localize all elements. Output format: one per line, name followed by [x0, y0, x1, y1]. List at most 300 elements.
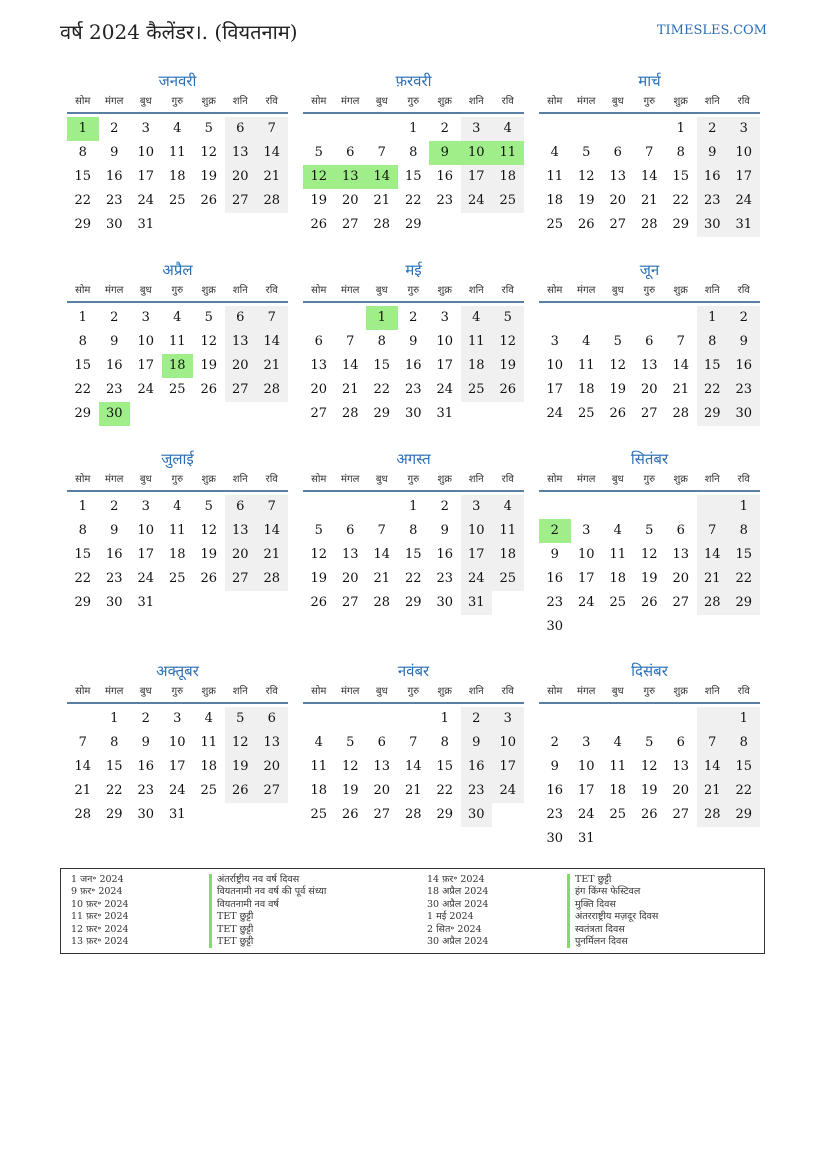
weekday-label: बुध	[139, 474, 152, 485]
weekday-label: सोम	[311, 686, 327, 697]
day-cell: 9	[141, 735, 150, 750]
empty-cell	[398, 707, 430, 731]
day-cell: 17	[577, 783, 595, 798]
legend-date: 1 जन॰ 2024	[71, 874, 124, 885]
weekday-label: सोम	[75, 686, 91, 697]
day-cell: 13	[672, 759, 690, 774]
day-cell: 12	[609, 358, 627, 373]
empty-cell	[602, 615, 634, 639]
day-cell: 30	[461, 803, 493, 827]
legend-date: 2 सित॰ 2024	[427, 923, 482, 935]
site-link[interactable]: TIMESLES.COM	[656, 23, 767, 38]
day-cell: 26	[310, 595, 328, 610]
empty-cell	[571, 117, 603, 141]
day-cell: 16	[137, 759, 155, 774]
day-cell: 28	[697, 803, 729, 827]
weekday-label: शुक्र	[437, 285, 452, 296]
day-cell: 27	[640, 406, 658, 421]
day-cell: 29	[74, 217, 92, 232]
weekday-header	[539, 92, 760, 114]
weekday-label: मंगल	[105, 285, 124, 296]
weekday-label: शनि	[704, 474, 720, 485]
day-cell: 2	[440, 499, 449, 514]
day-cell: 13	[672, 547, 690, 562]
legend-date: 30 अप्रैल 2024	[427, 936, 489, 947]
weekday-label: बुध	[375, 686, 388, 697]
weekday-header	[67, 470, 288, 492]
day-cell: 15	[436, 759, 454, 774]
day-cell: 12	[577, 169, 595, 184]
day-cell: 5	[645, 523, 654, 538]
empty-cell	[335, 707, 367, 731]
day-cell: 17	[168, 759, 186, 774]
day-cell: 7	[256, 495, 288, 519]
day-cell: 29	[697, 402, 729, 426]
day-cell: 7	[697, 519, 729, 543]
month-block	[539, 70, 760, 237]
day-cell: 30	[728, 402, 760, 426]
day-cell: 16	[436, 169, 454, 184]
day-cell: 18	[200, 759, 218, 774]
day-cell: 2	[728, 306, 760, 330]
day-cell: 5	[492, 306, 524, 330]
day-cell: 18	[609, 571, 627, 586]
day-cell: 26	[200, 193, 218, 208]
empty-cell	[130, 402, 162, 426]
day-cell: 18	[310, 783, 328, 798]
empty-cell	[193, 591, 225, 615]
weekday-header	[539, 682, 760, 704]
day-cell: 17	[137, 358, 155, 373]
day-cell: 24	[577, 807, 595, 822]
weekday-header	[67, 682, 288, 704]
empty-cell	[665, 827, 697, 851]
legend-holiday-name: वियतनामी नव वर्ष की पूर्व संध्या	[209, 886, 326, 898]
empty-cell	[492, 213, 524, 237]
day-cell: 13	[310, 358, 328, 373]
empty-cell	[665, 306, 697, 330]
day-cell: 9	[110, 523, 119, 538]
day-cell: 6	[346, 145, 355, 160]
weekday-label: मंगल	[341, 96, 360, 107]
empty-cell	[728, 827, 760, 851]
day-cell: 6	[225, 495, 257, 519]
day-cell: 5	[613, 334, 622, 349]
day-cell: 21	[256, 354, 288, 378]
day-cell: 27	[225, 189, 257, 213]
day-cell: 15	[672, 169, 690, 184]
day-cell: 19	[200, 547, 218, 562]
weekday-label: सोम	[547, 285, 563, 296]
day-cell: 27	[256, 779, 288, 803]
empty-cell	[697, 827, 729, 851]
day-cell: 26	[225, 779, 257, 803]
day-cell: 22	[74, 571, 92, 586]
day-cell: 29	[436, 807, 454, 822]
day-cell: 25	[310, 807, 328, 822]
day-cell: 3	[141, 310, 150, 325]
empty-cell	[539, 495, 571, 519]
day-cell: 25	[168, 571, 186, 586]
day-cell: 5	[204, 499, 213, 514]
day-cell: 2	[110, 121, 119, 136]
legend-date: 10 फ़र॰ 2024	[71, 898, 129, 910]
day-cell: 14	[697, 543, 729, 567]
day-cell: 23	[105, 382, 123, 397]
day-cell: 8	[728, 731, 760, 755]
day-cell: 12	[640, 759, 658, 774]
day-cell: 28	[404, 807, 422, 822]
day-cell: 27	[341, 595, 359, 610]
empty-cell	[303, 117, 335, 141]
weekday-label: सोम	[75, 96, 91, 107]
day-cell: 10	[461, 519, 493, 543]
empty-cell	[492, 591, 524, 615]
day-cell: 1	[697, 306, 729, 330]
day-cell: 17	[577, 571, 595, 586]
day-cell: 7	[409, 735, 418, 750]
day-cell: 29	[404, 595, 422, 610]
empty-cell	[634, 827, 666, 851]
empty-cell	[602, 495, 634, 519]
day-cell: 3	[728, 117, 760, 141]
day-cell: 20	[341, 193, 359, 208]
day-cell: 11	[168, 523, 186, 538]
day-cell: 2	[409, 310, 418, 325]
empty-cell	[225, 803, 257, 827]
day-cell: 7	[256, 117, 288, 141]
day-cell: 22	[697, 378, 729, 402]
days-grid	[539, 495, 760, 639]
day-cell: 3	[492, 707, 524, 731]
empty-cell	[571, 306, 603, 330]
weekday-label: रवि	[737, 285, 750, 296]
day-cell: 4	[492, 117, 524, 141]
day-cell: 9	[429, 141, 461, 165]
days-grid	[67, 707, 288, 827]
day-cell: 19	[577, 193, 595, 208]
day-cell: 29	[672, 217, 690, 232]
days-grid	[67, 495, 288, 615]
day-cell: 3	[550, 334, 559, 349]
day-cell: 20	[672, 571, 690, 586]
day-cell: 23	[404, 382, 422, 397]
day-cell: 18	[546, 193, 564, 208]
day-cell: 13	[225, 330, 257, 354]
day-cell: 21	[697, 567, 729, 591]
month-name: फ़रवरी	[395, 72, 432, 90]
empty-cell	[539, 117, 571, 141]
month-block	[303, 660, 524, 827]
day-cell: 14	[640, 169, 658, 184]
weekday-label: शुक्र	[201, 96, 216, 107]
weekday-label: गुरु	[171, 285, 184, 296]
weekday-label: बुध	[611, 96, 624, 107]
day-cell: 9	[440, 523, 449, 538]
day-cell: 1	[676, 121, 685, 136]
day-cell: 6	[225, 117, 257, 141]
weekday-label: मंगल	[577, 686, 596, 697]
month-name: नवंबर	[397, 662, 430, 680]
legend-date: 12 फ़र॰ 2024	[71, 923, 129, 935]
legend-holiday-name: स्वतंत्रता दिवस	[567, 924, 625, 936]
weekday-label: शनि	[704, 285, 720, 296]
day-cell: 6	[346, 523, 355, 538]
weekday-label: शनि	[232, 686, 248, 697]
day-cell: 29	[404, 217, 422, 232]
day-cell: 6	[613, 145, 622, 160]
day-cell: 13	[335, 165, 367, 189]
day-cell: 1	[67, 117, 99, 141]
day-cell: 12	[492, 330, 524, 354]
day-cell: 20	[341, 571, 359, 586]
day-cell: 17	[137, 169, 155, 184]
weekday-label: रवि	[265, 285, 278, 296]
empty-cell	[67, 707, 99, 731]
empty-cell	[634, 117, 666, 141]
day-cell: 8	[697, 330, 729, 354]
holiday-legend	[60, 868, 765, 954]
day-cell: 14	[697, 755, 729, 779]
day-cell: 23	[105, 571, 123, 586]
weekday-label: मंगल	[341, 474, 360, 485]
day-cell: 17	[546, 382, 564, 397]
empty-cell	[492, 402, 524, 426]
day-cell: 12	[341, 759, 359, 774]
day-cell: 28	[256, 189, 288, 213]
day-cell: 16	[404, 358, 422, 373]
day-cell: 11	[200, 735, 218, 750]
empty-cell	[571, 707, 603, 731]
weekday-label: रवि	[737, 686, 750, 697]
day-cell: 3	[440, 310, 449, 325]
day-cell: 30	[436, 595, 454, 610]
day-cell: 10	[137, 334, 155, 349]
day-cell: 25	[577, 406, 595, 421]
day-cell: 15	[697, 354, 729, 378]
legend-holiday-name: TET छुट्टी	[209, 924, 253, 936]
legend-holiday-name: वियतनामी नव वर्ष	[209, 899, 279, 911]
day-cell: 14	[256, 519, 288, 543]
day-cell: 6	[676, 523, 685, 538]
day-cell: 28	[256, 567, 288, 591]
empty-cell	[256, 803, 288, 827]
day-cell: 24	[137, 193, 155, 208]
weekday-label: शनि	[468, 686, 484, 697]
days-grid	[303, 117, 524, 237]
weekday-label: सोम	[547, 474, 563, 485]
day-cell: 23	[728, 378, 760, 402]
weekday-label: रवि	[265, 686, 278, 697]
day-cell: 28	[373, 217, 391, 232]
day-cell: 18	[162, 354, 194, 378]
day-cell: 9	[110, 334, 119, 349]
empty-cell	[665, 615, 697, 639]
day-cell: 16	[728, 354, 760, 378]
day-cell: 8	[377, 334, 386, 349]
day-cell: 19	[225, 755, 257, 779]
day-cell: 31	[436, 406, 454, 421]
day-cell: 11	[609, 547, 627, 562]
day-cell: 27	[225, 567, 257, 591]
day-cell: 2	[550, 735, 559, 750]
month-block	[67, 448, 288, 615]
empty-cell	[665, 707, 697, 731]
weekday-label: शुक्र	[673, 686, 688, 697]
day-cell: 7	[697, 731, 729, 755]
empty-cell	[366, 117, 398, 141]
weekday-label: गुरु	[407, 686, 420, 697]
legend-holiday-name: मुक्ति दिवस	[567, 899, 616, 911]
empty-cell	[162, 591, 194, 615]
empty-cell	[697, 707, 729, 731]
day-cell: 18	[609, 783, 627, 798]
weekday-label: रवि	[737, 96, 750, 107]
empty-cell	[602, 707, 634, 731]
day-cell: 16	[105, 169, 123, 184]
month-block	[539, 660, 760, 851]
day-cell: 12	[310, 547, 328, 562]
day-cell: 13	[373, 759, 391, 774]
day-cell: 26	[640, 807, 658, 822]
weekday-label: मंगल	[577, 285, 596, 296]
weekday-label: मंगल	[341, 686, 360, 697]
day-cell: 15	[74, 358, 92, 373]
weekday-label: शुक्र	[437, 96, 452, 107]
day-cell: 3	[461, 495, 493, 519]
day-cell: 7	[377, 145, 386, 160]
empty-cell	[539, 707, 571, 731]
weekday-label: सोम	[75, 285, 91, 296]
day-cell: 31	[168, 807, 186, 822]
empty-cell	[429, 213, 461, 237]
empty-cell	[602, 117, 634, 141]
day-cell: 26	[200, 571, 218, 586]
empty-cell	[225, 402, 257, 426]
weekday-label: गुरु	[643, 285, 656, 296]
day-cell: 12	[640, 547, 658, 562]
weekday-header	[539, 281, 760, 303]
day-cell: 29	[728, 803, 760, 827]
day-cell: 26	[492, 378, 524, 402]
day-cell: 12	[200, 523, 218, 538]
day-cell: 14	[366, 165, 398, 189]
month-name: जुलाई	[161, 450, 194, 468]
day-cell: 25	[461, 378, 493, 402]
empty-cell	[335, 306, 367, 330]
day-cell: 1	[409, 499, 418, 514]
weekday-label: गुरु	[171, 686, 184, 697]
weekday-label: गुरु	[171, 474, 184, 485]
day-cell: 23	[461, 779, 493, 803]
day-cell: 18	[577, 382, 595, 397]
day-cell: 22	[436, 783, 454, 798]
empty-cell	[728, 615, 760, 639]
day-cell: 4	[173, 499, 182, 514]
day-cell: 26	[577, 217, 595, 232]
month-name: मार्च	[638, 72, 661, 90]
day-cell: 4	[173, 121, 182, 136]
day-cell: 16	[546, 783, 564, 798]
weekday-label: शुक्र	[673, 474, 688, 485]
days-grid	[67, 306, 288, 426]
month-name: जून	[639, 261, 660, 279]
weekday-header	[67, 92, 288, 114]
day-cell: 6	[377, 735, 386, 750]
weekday-label: सोम	[311, 474, 327, 485]
empty-cell	[366, 707, 398, 731]
day-cell: 2	[141, 711, 150, 726]
weekday-label: शुक्र	[201, 474, 216, 485]
day-cell: 15	[74, 547, 92, 562]
day-cell: 14	[404, 759, 422, 774]
day-cell: 22	[672, 193, 690, 208]
legend-holiday-name: हंग किंग्स फेस्टिवल	[567, 886, 640, 898]
empty-cell	[571, 615, 603, 639]
day-cell: 3	[582, 523, 591, 538]
day-cell: 25	[168, 193, 186, 208]
day-cell: 24	[436, 382, 454, 397]
day-cell: 27	[225, 378, 257, 402]
day-cell: 17	[137, 547, 155, 562]
day-cell: 3	[141, 121, 150, 136]
day-cell: 15	[373, 358, 391, 373]
day-cell: 11	[492, 519, 524, 543]
day-cell: 10	[461, 141, 493, 165]
legend-holiday-name: अंतरराष्ट्रीय मज़दूर दिवस	[567, 911, 658, 923]
day-cell: 9	[728, 330, 760, 354]
day-cell: 3	[141, 499, 150, 514]
day-cell: 28	[256, 378, 288, 402]
weekday-label: गुरु	[643, 96, 656, 107]
month-name: दिसंबर	[631, 662, 668, 680]
day-cell: 7	[78, 735, 87, 750]
days-grid	[539, 707, 760, 851]
day-cell: 3	[582, 735, 591, 750]
weekday-label: शनि	[232, 474, 248, 485]
legend-date: 1 मई 2024	[427, 911, 474, 923]
day-cell: 13	[256, 731, 288, 755]
day-cell: 14	[341, 358, 359, 373]
day-cell: 28	[640, 217, 658, 232]
day-cell: 9	[110, 145, 119, 160]
day-cell: 8	[409, 145, 418, 160]
day-cell: 11	[168, 145, 186, 160]
empty-cell	[303, 306, 335, 330]
day-cell: 4	[550, 145, 559, 160]
day-cell: 23	[546, 595, 564, 610]
day-cell: 13	[225, 519, 257, 543]
day-cell: 15	[105, 759, 123, 774]
day-cell: 15	[404, 169, 422, 184]
day-cell: 21	[404, 783, 422, 798]
legend-date: 13 फ़र॰ 2024	[71, 936, 129, 947]
day-cell: 29	[74, 595, 92, 610]
day-cell: 10	[728, 141, 760, 165]
day-cell: 13	[225, 141, 257, 165]
day-cell: 10	[577, 547, 595, 562]
day-cell: 27	[310, 406, 328, 421]
day-cell: 28	[373, 595, 391, 610]
day-cell: 3	[173, 711, 182, 726]
day-cell: 31	[461, 591, 493, 615]
day-cell: 15	[728, 543, 760, 567]
empty-cell	[634, 306, 666, 330]
legend-date: 18 अप्रैल 2024	[427, 886, 489, 898]
day-cell: 21	[697, 779, 729, 803]
days-grid	[539, 306, 760, 426]
day-cell: 22	[74, 193, 92, 208]
